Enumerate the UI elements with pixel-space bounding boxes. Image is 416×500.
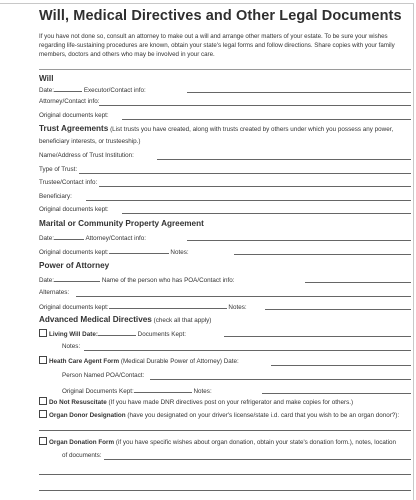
- will-date-field[interactable]: [54, 83, 82, 92]
- poa-original-label: Original documents kept:: [39, 304, 109, 311]
- organ-donor-checkbox[interactable]: [39, 410, 47, 418]
- trust-note-continued: beneficiary interests, or trusteeship.): [39, 138, 141, 145]
- poa-name-label: Name of the person who has POA/Contact info:: [101, 277, 235, 284]
- dnr-row: [39, 397, 411, 409]
- trust-original-field[interactable]: [122, 213, 411, 214]
- living-will-label: Living Will Date:: [49, 331, 98, 338]
- beneficiary-label: Beneficiary:: [39, 193, 72, 200]
- person-named-label: Person Named POA/Contact:: [62, 372, 145, 379]
- health-care-agent-label: Heath Care Agent Form: [49, 358, 120, 365]
- hca-original-label: Original Documents Kept:: [62, 388, 134, 395]
- amd-notes-label: Notes:: [62, 343, 81, 350]
- marital-attorney-field[interactable]: [187, 240, 411, 241]
- trust-name-row: [39, 150, 411, 162]
- poa-notes-label: Notes:: [228, 304, 247, 311]
- hca-original-field[interactable]: [134, 384, 192, 393]
- trust-original-row: [39, 204, 411, 216]
- person-named-field[interactable]: [150, 379, 411, 380]
- poa-original-row: [39, 300, 411, 312]
- trust-note: (List trusts you have created, along with trusts created by others under which you possess any power,: [110, 126, 394, 133]
- location-row: [62, 450, 411, 462]
- will-heading: Will: [39, 74, 54, 83]
- will-executor-label: Executor/Contact info:: [83, 87, 146, 94]
- amd-notes-row: [62, 341, 411, 353]
- organ-donor-blank-line[interactable]: [39, 430, 411, 431]
- trust-heading: Trust Agreements: [39, 124, 109, 133]
- trust-name-field[interactable]: [157, 159, 411, 160]
- hca-notes-field[interactable]: [262, 393, 411, 394]
- poa-notes-field[interactable]: [265, 309, 411, 310]
- organ-donation-form-label: Organ Donation Form: [49, 439, 115, 446]
- trust-type-row: [39, 164, 411, 176]
- health-care-agent-date-field[interactable]: [271, 365, 411, 366]
- marital-date-label: Date:: [39, 235, 55, 242]
- organ-donor-note: (have you designated on your driver's license/state i.d. card that you wish to be an organ donor?):: [127, 412, 400, 419]
- trust-type-field[interactable]: [79, 173, 411, 174]
- poa-date-field[interactable]: [54, 273, 100, 282]
- page-title: Will, Medical Directives and Other Legal Documents: [39, 8, 402, 24]
- poa-alternates-field[interactable]: [76, 296, 411, 297]
- top-border: [0, 3, 413, 4]
- organ-donor-label: Organ Donor Designation: [49, 412, 126, 419]
- marital-attorney-label: Attorney/Contact info:: [85, 235, 147, 242]
- location-field[interactable]: [104, 459, 411, 460]
- marital-heading: Marital or Community Property Agreement: [39, 219, 204, 228]
- trustee-row: [39, 177, 411, 189]
- beneficiary-field[interactable]: [86, 200, 411, 201]
- trustee-field[interactable]: [99, 186, 411, 187]
- dnr-note: (If you have made DNR directives post on your refrigerator and make copies for others.): [108, 399, 354, 406]
- marital-original-label: Original documents kept:: [39, 249, 109, 256]
- blank-line-2[interactable]: [39, 490, 411, 491]
- marital-date-field[interactable]: [54, 231, 84, 240]
- will-original-field[interactable]: [122, 119, 411, 120]
- will-attorney-label: Attorney/Contact info:: [39, 98, 100, 105]
- marital-notes-field[interactable]: [234, 254, 411, 255]
- will-attorney-row: [39, 96, 411, 108]
- marital-notes-label: Notes:: [170, 249, 189, 256]
- dnr-checkbox[interactable]: [39, 397, 47, 405]
- dnr-label: Do Not Resuscitate: [49, 399, 107, 406]
- trust-original-label: Original documents kept:: [39, 206, 109, 213]
- marital-original-field[interactable]: [109, 245, 169, 254]
- documents-kept-field[interactable]: [224, 336, 411, 337]
- health-care-agent-row: [39, 356, 411, 368]
- poa-date-row: [39, 273, 411, 285]
- amd-notes-field[interactable]: [84, 350, 411, 351]
- intro-paragraph: If you have not done so, consult an attorney to make out a will and arrange other matters of your estate. To be sure your wishes regarding life-sustaining procedures are known, obtain your state's legal forms and follow directions. Share copies with your family members, doctors and others who may be involved in your care.: [39, 33, 395, 59]
- location-label: of documents:: [62, 452, 102, 459]
- poa-alternates-label: Alternates:: [39, 289, 70, 296]
- amd-heading-row: [39, 314, 411, 326]
- poa-alternates-row: [39, 287, 411, 299]
- section-divider: [39, 69, 411, 70]
- hca-notes-label: Notes:: [193, 388, 212, 395]
- marital-original-row: [39, 245, 411, 257]
- poa-original-field[interactable]: [109, 300, 227, 309]
- beneficiary-row: [39, 191, 411, 203]
- will-original-label: Original documents kept:: [39, 112, 109, 119]
- poa-name-field[interactable]: [305, 282, 411, 283]
- right-border: [413, 3, 414, 500]
- hca-original-row: [62, 384, 411, 396]
- living-will-checkbox[interactable]: [39, 329, 47, 337]
- will-date-row: [39, 83, 411, 95]
- person-named-row: [62, 370, 411, 382]
- will-attorney-field[interactable]: [99, 105, 411, 106]
- blank-line-1[interactable]: [39, 474, 411, 475]
- health-care-agent-checkbox[interactable]: [39, 356, 47, 364]
- health-care-agent-desc: (Medical Durable Power of Attorney) Date:: [120, 358, 239, 365]
- trustee-label: Trustee/Contact info:: [39, 179, 98, 186]
- will-date-label: Date:: [39, 87, 55, 94]
- amd-note: (check all that apply): [153, 317, 212, 324]
- marital-date-row: [39, 231, 411, 243]
- organ-donation-form-note: (if you have specific wishes about organ donation, obtain your state's donation form.), notes, location: [115, 439, 397, 446]
- trust-heading-row: [39, 123, 411, 135]
- will-original-row: [39, 110, 411, 122]
- poa-date-label: Date:: [39, 277, 55, 284]
- living-will-row: [39, 327, 411, 339]
- trust-name-label: Name/Address of Trust Institution:: [39, 152, 134, 159]
- poa-heading: Power of Attorney: [39, 261, 110, 270]
- organ-donation-form-row: [39, 437, 411, 449]
- organ-donation-form-checkbox[interactable]: [39, 437, 47, 445]
- organ-donor-row: [39, 410, 411, 422]
- trust-type-label: Type of Trust:: [39, 166, 78, 173]
- amd-heading: Advanced Medical Directives: [39, 315, 152, 324]
- will-executor-field[interactable]: [187, 92, 411, 93]
- living-will-date-field[interactable]: [98, 327, 136, 336]
- documents-kept-label: Documents Kept:: [137, 331, 186, 338]
